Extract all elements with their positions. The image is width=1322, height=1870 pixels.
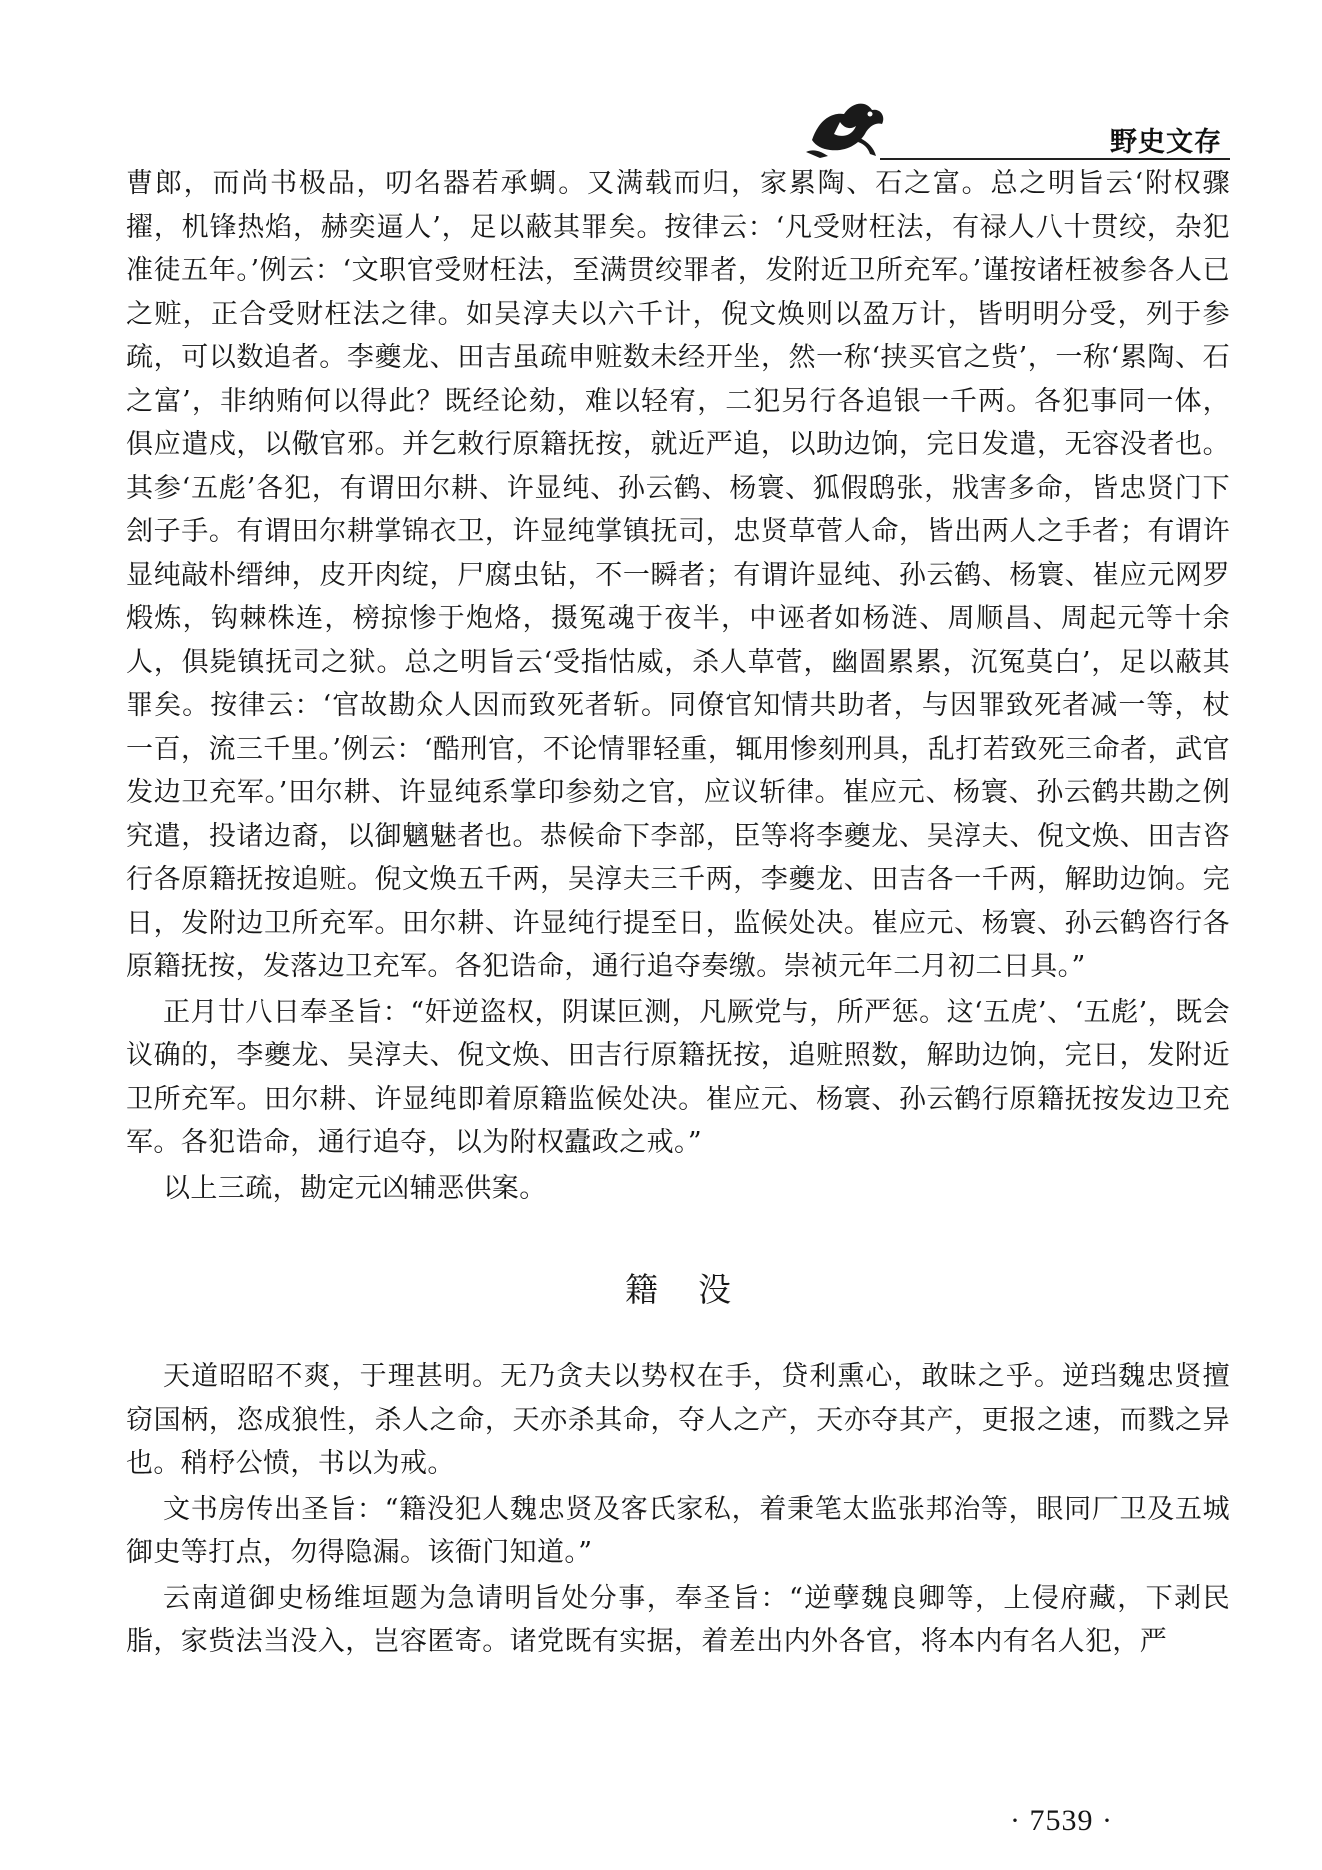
paragraph-document-office-edict: 文书房传出圣旨：“籍没犯人魏忠贤及客氏家私，着秉笔太监张邦治等，眼同厂卫及五城御史等打点，勿得隐漏。该衙门知道。” bbox=[126, 1493, 1230, 1568]
series-title: 野史文存 bbox=[1110, 127, 1222, 158]
header-rule bbox=[880, 158, 1230, 160]
paragraph-censor-memorial: 云南道御史杨维垣题为急请明旨处分事，奉圣旨：“逆孽魏良卿等，上侵府藏，下剥民脂，家赀法当没入，岂容匿寄。诸党既有实据，着差出内外各官，将本内有名人犯，严 bbox=[126, 1582, 1230, 1657]
dragon-emblem-icon bbox=[800, 92, 890, 160]
page-number: · 7539 · bbox=[1010, 1804, 1113, 1837]
running-header bbox=[790, 92, 1230, 162]
paragraph-memorial-continued: 曹郎，而尚书极品，叨名器若承蜩。又满载而归，家累陶、石之富。总之明旨云‘附权骤擢，机锋热焰，赫奕逼人’，足以蔽其罪矣。按律云：‘凡受财枉法，有禄人八十贯绞，杂犯准徒五年。’例云：‘文职官受财枉法，至满贯绞罪者，发附近卫所充军。’谨按诸枉被参各人已之赃，正合受财枉法之律。如吴淳夫以六千计，倪文焕则以盈万计，皆明明分受，列于参疏，可以数追者。李夔龙、田吉虽疏申赃数未经开坐，然一称‘挟买官之赀’，一称‘累陶、石之富’，非纳贿何以得此？既经论劾，难以轻宥，二犯另行各追银一千两。各犯事同一体，俱应遣戍，以儆官邪。并乞敕行原籍抚按，就近严追，以助边饷，完日发遣，无容没者也。其参‘五彪’各犯，有谓田尔耕、许显纯、孙云鹤、杨寰、狐假鸱张，戕害多命，皆忠贤门下刽子手。有谓田尔耕掌锦衣卫，许显纯掌镇抚司，忠贤草菅人命，皆出两人之手者；有谓许显纯敲朴缙绅，皮开肉绽，尸腐虫钻，不一瞬者；有谓许显纯、孙云鹤、杨寰、崔应元网罗煅炼，钩棘株连，榜掠惨于炮烙，摄冤魂于夜半，中诬者如杨涟、周顺昌、周起元等十余人，俱毙镇抚司之狱。总之明旨云‘受指怙威，杀人草菅，幽圄累累，沉冤莫白’，足以蔽其罪矣。按律云：‘官故勘众人因而致死者斩。同僚官知情共助者，与因罪致死者减一等，杖一百，流三千里。’例云：‘酷刑官，不论情罪轻重，辄用惨刻刑具，乱打若致死三命者，武官发边卫充军。’田尔耕、许显纯系掌印参劾之官，应议斩律。崔应元、杨寰、孙云鹤共勘之例究遣，投诸边裔，以御魑魅者也。恭候命下李部，臣等将李夔龙、吴淳夫、倪文焕、田吉咨行各原籍抚按追赃。倪文焕五千两，吴淳夫三千两，李夔龙、田吉各一千两，解助边饷。完日，发附边卫所充军。田尔耕、许显纯行提至日，监候处决。崔应元、杨寰、孙云鹤咨行各原籍抚按，发落边卫充军。各犯诰命，通行追夺奏缴。崇祯元年二月初二日具。” bbox=[126, 168, 1230, 982]
paragraph-summary: 以上三疏，勘定元凶辅恶供案。 bbox=[163, 1172, 547, 1204]
paragraph-intro: 天道昭昭不爽，于理甚明。无乃贪夫以势权在手，贷利熏心，敢昧之乎。逆珰魏忠贤擅窃国柄，恣成狼性，杀人之命，天亦杀其命，夺人之产，天亦夺其产，更报之速，而戮之异也。稍杼公愤，书以为戒。 bbox=[126, 1361, 1230, 1479]
page-body bbox=[126, 162, 1230, 1664]
section-title: 籍没 bbox=[625, 1270, 771, 1309]
paragraph-imperial-edict: 正月廿八日奉圣旨：“奸逆盗权，阴谋叵测，凡厥党与，所严惩。这‘五虎’、‘五彪’，既会议确的，李夔龙、吴淳夫、倪文焕、田吉行原籍抚按，追赃照数，解助边饷，完日，发附近卫所充军。田尔耕、许显纯即着原籍监候处决。崔应元、杨寰、孙云鹤行原籍抚按发边卫充军。各犯诰命，通行追夺，以为附权蠹政之戒。” bbox=[126, 996, 1230, 1158]
